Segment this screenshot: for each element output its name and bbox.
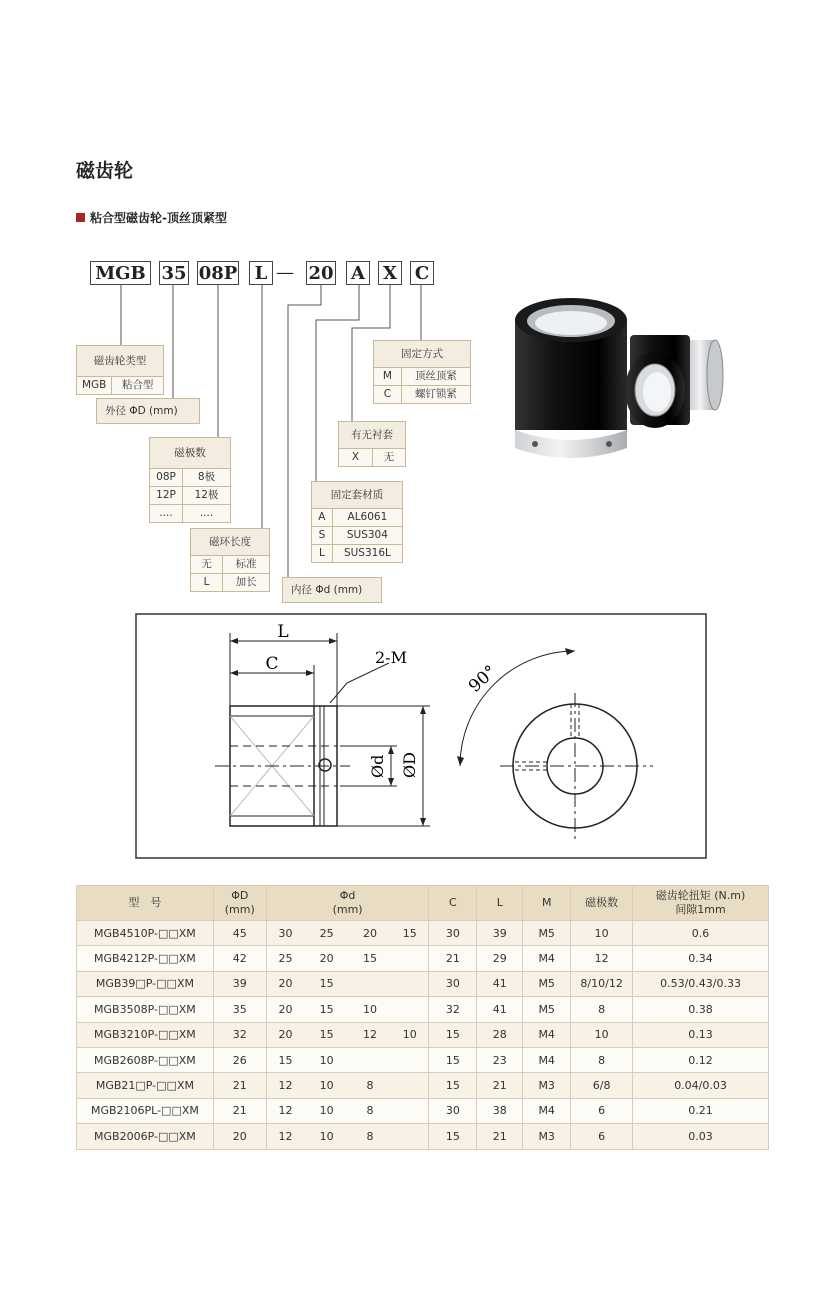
table-header-row — [77, 886, 769, 921]
cell-poles: 8 — [571, 1047, 633, 1072]
label-poles-value: 8极 — [197, 471, 216, 483]
cell-od: 26 — [213, 1047, 266, 1072]
cell-model: MGB4510P-□□XM — [77, 921, 214, 946]
label-length-code: 无 — [191, 556, 223, 573]
label-type — [76, 345, 164, 395]
magnet-gear-small-image — [625, 335, 723, 428]
cell-od: 42 — [213, 946, 266, 971]
cell-poles: 6 — [571, 1098, 633, 1123]
cell-d2: 15 — [304, 997, 349, 1022]
label-length — [190, 528, 270, 592]
cell-od: 21 — [213, 1073, 266, 1098]
magnet-gear-large-image — [515, 298, 627, 458]
label-fixing-value: 顶丝顶紧 — [414, 370, 457, 382]
cell-m: M5 — [523, 997, 571, 1022]
label-no-sleeve-value: 无 — [383, 451, 395, 463]
cell-l: 21 — [477, 1124, 523, 1149]
cell-torque: 0.21 — [633, 1098, 769, 1123]
cell-d4 — [391, 1124, 429, 1149]
cell-d3: 8 — [349, 1098, 391, 1123]
cell-c: 30 — [429, 1098, 477, 1123]
label-outer-diameter: 外径 ΦD (mm) — [96, 398, 200, 424]
label-sleeve-material — [311, 481, 403, 563]
label-material-value: SUS304 — [346, 529, 388, 541]
cell-d3: 20 — [349, 921, 391, 946]
label-inner-diameter: 内径 Φd (mm) — [282, 577, 382, 603]
cell-d2: 10 — [304, 1124, 349, 1149]
cell-c: 15 — [429, 1022, 477, 1047]
cell-d2: 10 — [304, 1047, 349, 1072]
cell-torque: 0.34 — [633, 946, 769, 971]
cell-l: 41 — [477, 997, 523, 1022]
product-photo — [495, 290, 755, 470]
col-l: L — [477, 886, 523, 921]
cell-m: M4 — [523, 946, 571, 971]
code-part-sleeve: X — [378, 261, 402, 285]
label-material-row — [312, 526, 402, 544]
cell-torque: 0.38 — [633, 997, 769, 1022]
cell-torque: 0.03 — [633, 1124, 769, 1149]
label-type-header: 磁齿轮类型 — [93, 355, 147, 367]
table-row — [77, 1022, 769, 1047]
cell-d3 — [349, 971, 391, 996]
cell-d4 — [391, 997, 429, 1022]
cell-torque: 0.6 — [633, 921, 769, 946]
cell-model: MGB4212P-□□XM — [77, 946, 214, 971]
cell-l: 29 — [477, 946, 523, 971]
code-part-od: 35 — [159, 261, 189, 285]
label-material-row — [312, 544, 402, 562]
dim-label-C: C — [265, 654, 279, 674]
label-fixing-value: 螺钉锁紧 — [414, 388, 457, 400]
cell-m: M5 — [523, 971, 571, 996]
label-fixing — [373, 340, 471, 404]
cell-torque: 0.12 — [633, 1047, 769, 1072]
dim-label-screw: 2-M — [375, 648, 407, 667]
dim-label-angle: 90° — [464, 661, 501, 697]
label-material-value: AL6061 — [347, 511, 388, 523]
col-model: 型 号 — [77, 886, 214, 921]
cell-d4 — [391, 946, 429, 971]
cell-d1: 20 — [266, 971, 304, 996]
cell-od: 21 — [213, 1098, 266, 1123]
table-row — [77, 946, 769, 971]
cell-d1: 12 — [266, 1073, 304, 1098]
cell-l: 41 — [477, 971, 523, 996]
cell-od: 32 — [213, 1022, 266, 1047]
cell-d4: 10 — [391, 1022, 429, 1047]
dim-label-L: L — [277, 622, 289, 642]
table-row — [77, 1047, 769, 1072]
label-no-sleeve-code: X — [339, 449, 373, 466]
label-no-sleeve-header: 有无衬套 — [351, 429, 393, 441]
cell-m: M3 — [523, 1073, 571, 1098]
code-part-length: L — [249, 261, 273, 285]
label-poles-row — [150, 468, 230, 486]
label-poles-code: 12P — [150, 487, 183, 504]
cell-m: M4 — [523, 1022, 571, 1047]
label-no-sleeve-row — [339, 448, 405, 466]
label-fixing-header: 固定方式 — [401, 348, 443, 360]
label-poles-code: .... — [150, 505, 183, 522]
cell-poles: 10 — [571, 1022, 633, 1047]
cell-poles: 8/10/12 — [571, 971, 633, 996]
label-material-value: SUS316L — [343, 547, 391, 559]
page-title: 磁齿轮 — [76, 160, 134, 182]
cell-c: 30 — [429, 971, 477, 996]
code-part-series: MGB — [90, 261, 151, 285]
label-length-row — [191, 555, 269, 573]
cell-d4 — [391, 1073, 429, 1098]
cell-torque: 0.13 — [633, 1022, 769, 1047]
cell-model: MGB2608P-□□XM — [77, 1047, 214, 1072]
cell-poles: 10 — [571, 921, 633, 946]
col-id: Φd (mm) — [266, 886, 429, 921]
label-poles — [149, 437, 231, 523]
label-length-row — [191, 573, 269, 591]
cell-poles: 12 — [571, 946, 633, 971]
table-row — [77, 997, 769, 1022]
cell-m: M4 — [523, 1047, 571, 1072]
label-no-sleeve — [338, 421, 406, 467]
code-dash: — — [276, 262, 294, 283]
dim-label-D: ØD — [400, 752, 419, 778]
col-poles: 磁极数 — [571, 886, 633, 921]
cell-model: MGB2106PL-□□XM — [77, 1098, 214, 1123]
col-c: C — [429, 886, 477, 921]
cell-l: 38 — [477, 1098, 523, 1123]
cell-d3: 8 — [349, 1073, 391, 1098]
cell-d1: 12 — [266, 1124, 304, 1149]
cell-d2: 10 — [304, 1098, 349, 1123]
cell-model: MGB3508P-□□XM — [77, 997, 214, 1022]
col-torque: 磁齿轮扭矩 (N.m) 间隙1mm — [633, 886, 769, 921]
cell-d3: 10 — [349, 997, 391, 1022]
code-part-material: A — [346, 261, 370, 285]
cell-d3: 8 — [349, 1124, 391, 1149]
cell-m: M4 — [523, 1098, 571, 1123]
label-poles-value: .... — [199, 507, 214, 519]
subtitle-text: 粘合型磁齿轮-顶丝顶紧型 — [90, 211, 227, 225]
cell-d1: 12 — [266, 1098, 304, 1123]
table-row — [77, 921, 769, 946]
cell-d1: 15 — [266, 1047, 304, 1072]
cell-d2: 25 — [304, 921, 349, 946]
label-poles-header: 磁极数 — [174, 447, 206, 459]
label-type-value: 粘合型 — [121, 379, 154, 391]
cell-d4 — [391, 1098, 429, 1123]
label-length-code: L — [191, 574, 223, 591]
cell-l: 21 — [477, 1073, 523, 1098]
table-row — [77, 1124, 769, 1149]
table-row — [77, 1073, 769, 1098]
label-length-header: 磁环长度 — [209, 536, 251, 548]
cell-l: 39 — [477, 921, 523, 946]
code-part-fixing: C — [410, 261, 434, 285]
cell-d3: 12 — [349, 1022, 391, 1047]
label-type-row — [77, 376, 163, 394]
cell-d2: 15 — [304, 1022, 349, 1047]
cell-od: 35 — [213, 997, 266, 1022]
label-fixing-row — [374, 385, 470, 403]
cell-c: 15 — [429, 1124, 477, 1149]
label-poles-value: 12极 — [194, 489, 219, 501]
label-fixing-code: C — [374, 386, 402, 403]
cell-od: 20 — [213, 1124, 266, 1149]
cell-d3 — [349, 1047, 391, 1072]
label-fixing-code: M — [374, 368, 402, 385]
cell-model: MGB39□P-□□XM — [77, 971, 214, 996]
table-row — [77, 971, 769, 996]
cell-poles: 8 — [571, 997, 633, 1022]
cell-torque: 0.04/0.03 — [633, 1073, 769, 1098]
technical-drawing — [135, 613, 707, 859]
cell-od: 39 — [213, 971, 266, 996]
label-length-value: 加长 — [235, 576, 257, 588]
dim-label-d: Ød — [368, 754, 387, 778]
cell-model: MGB3210P-□□XM — [77, 1022, 214, 1047]
cell-torque: 0.53/0.43/0.33 — [633, 971, 769, 996]
cell-d2: 20 — [304, 946, 349, 971]
cell-d3: 15 — [349, 946, 391, 971]
label-fixing-row — [374, 367, 470, 385]
cell-d4: 15 — [391, 921, 429, 946]
cell-model: MGB2006P-□□XM — [77, 1124, 214, 1149]
label-material-code: S — [312, 527, 333, 544]
col-od: ΦD (mm) — [213, 886, 266, 921]
cell-m: M5 — [523, 921, 571, 946]
cell-d1: 20 — [266, 1022, 304, 1047]
cell-d2: 10 — [304, 1073, 349, 1098]
label-poles-code: 08P — [150, 469, 183, 486]
label-type-code: MGB — [77, 377, 112, 394]
cell-poles: 6 — [571, 1124, 633, 1149]
cell-d1: 20 — [266, 997, 304, 1022]
label-poles-row — [150, 486, 230, 504]
cell-d4 — [391, 971, 429, 996]
spec-table — [76, 885, 769, 1150]
cell-c: 30 — [429, 921, 477, 946]
cell-d1: 25 — [266, 946, 304, 971]
label-material-code: L — [312, 545, 333, 562]
label-material-row — [312, 508, 402, 526]
cell-c: 15 — [429, 1073, 477, 1098]
cell-poles: 6/8 — [571, 1073, 633, 1098]
cell-c: 15 — [429, 1047, 477, 1072]
cell-l: 28 — [477, 1022, 523, 1047]
cell-d1: 30 — [266, 921, 304, 946]
code-part-poles: 08P — [198, 263, 238, 284]
label-poles-row — [150, 504, 230, 522]
label-material-code: A — [312, 509, 333, 526]
cell-c: 21 — [429, 946, 477, 971]
col-m: M — [523, 886, 571, 921]
code-part-id: 20 — [306, 261, 336, 285]
cell-l: 23 — [477, 1047, 523, 1072]
cell-m: M3 — [523, 1124, 571, 1149]
table-row — [77, 1098, 769, 1123]
cell-c: 32 — [429, 997, 477, 1022]
cell-d4 — [391, 1047, 429, 1072]
cell-d2: 15 — [304, 971, 349, 996]
label-sleeve-material-header: 固定套材质 — [330, 489, 384, 501]
label-length-value: 标准 — [235, 558, 257, 570]
cell-model: MGB21□P-□□XM — [77, 1073, 214, 1098]
cell-od: 45 — [213, 921, 266, 946]
